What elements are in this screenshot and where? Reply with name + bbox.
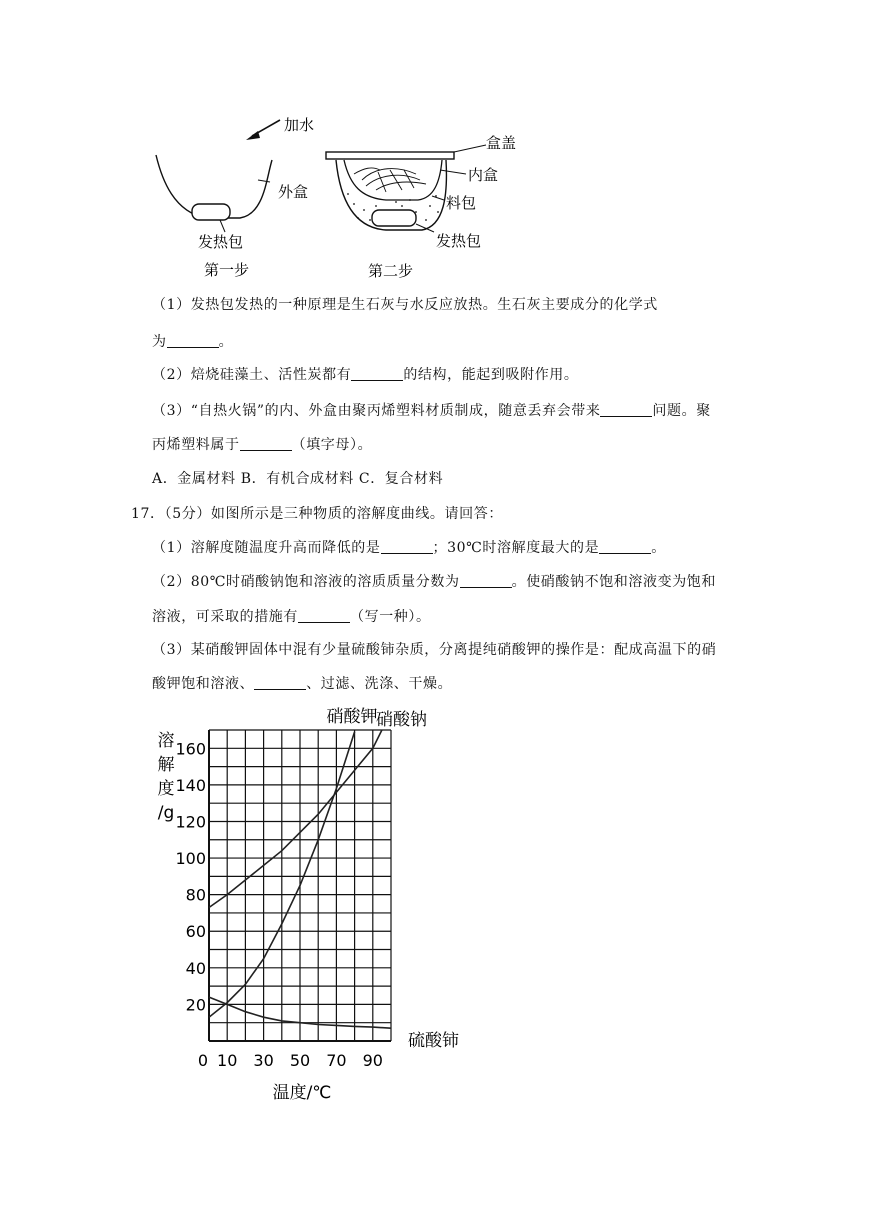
y-axis-ticks (175, 739, 206, 1014)
y-axis-label-char: 解 (157, 755, 175, 775)
y-axis-label-char: 溶 (157, 731, 175, 751)
y-tick-label: 60 (185, 922, 206, 942)
q17-part2-line2: 溶液，可采取的措施有 （写一种）。 (152, 609, 431, 625)
add-water-label: 加水 (284, 116, 315, 134)
answer-blank[interactable] (600, 402, 652, 417)
q16-part3-line1: （3）“自热火锅”的内、外盒由聚丙烯塑料材质制成，随意丢弃会带来 问题。聚 (152, 403, 711, 419)
y-axis-label-char: 度 (157, 779, 175, 799)
add-water-arrow (246, 120, 280, 140)
q16-part1-line2: 为 。 (152, 334, 234, 350)
answer-blank[interactable] (599, 539, 651, 554)
y-tick-label: 160 (175, 739, 206, 759)
sodium-nitrate-curve (209, 730, 382, 908)
answer-blank[interactable] (298, 608, 350, 623)
heat-pack-label-2: 发热包 (436, 232, 482, 250)
lid (326, 152, 454, 159)
x-tick-label: 30 (253, 1051, 274, 1070)
q17-part3-line1: （3）某硝酸钾固体中混有少量硫酸铈杂质，分离提纯硝酸钾的操作是：配成高温下的硝 (152, 642, 717, 658)
y-axis-label (158, 731, 175, 823)
solubility-chart (150, 700, 480, 1110)
heat-pack-label-1: 发热包 (198, 233, 244, 251)
lid-label: 盒盖 (486, 134, 517, 152)
step1-label: 第一步 (204, 261, 250, 279)
y-tick-label: 100 (175, 849, 206, 869)
cerium-sulfate-label: 硫酸铈 (408, 1031, 459, 1051)
y-tick-label: 80 (185, 885, 206, 905)
answer-blank[interactable] (381, 539, 433, 554)
answer-blank[interactable] (351, 366, 403, 381)
answer-blank[interactable] (460, 573, 512, 588)
inner-box (344, 160, 442, 200)
q17-part2-line1: （2）80℃时硝酸钠饱和溶液的溶质质量分数为 。使硝酸钠不饱和溶液变为饱和 (152, 574, 716, 590)
q16-part2: （2）焙烧硅藻土、活性炭都有 的结构，能起到吸附作用。 (152, 367, 579, 383)
y-axis-label-char: /g (157, 803, 175, 823)
y-tick-label: 20 (185, 995, 206, 1015)
q17-heading: 17．（5分）如图所示是三种物质的溶解度曲线。请回答： (131, 506, 503, 522)
x-tick-label: 10 (217, 1051, 238, 1070)
heat-pack-step2 (372, 210, 416, 226)
q16-part1-line1: （1）发热包发热的一种原理是生石灰与水反应放热。生石灰主要成分的化学式 (152, 297, 658, 313)
outer-box-label: 外盒 (278, 183, 309, 201)
q16-part3-line2: 丙烯塑料属于 （填字母）。 (152, 437, 373, 453)
y-tick-label: 40 (185, 958, 206, 978)
q16-options: A．金属材料 B．有机合成材料 C．复合材料 (152, 471, 444, 487)
x-tick-label: 0 (197, 1051, 208, 1070)
x-tick-label: 90 (362, 1051, 383, 1070)
ingredient-pack-label: 料包 (446, 194, 477, 212)
y-tick-label: 140 (175, 775, 206, 795)
hotpot-diagram (140, 100, 520, 285)
answer-blank[interactable] (240, 436, 292, 451)
x-axis-label: 温度/℃ (272, 1083, 332, 1103)
x-tick-label: 70 (326, 1051, 347, 1070)
y-tick-label: 120 (175, 812, 206, 832)
x-tick-label: 50 (289, 1051, 311, 1070)
heat-pack-step1 (192, 204, 230, 220)
step2-label: 第二步 (368, 262, 414, 280)
potassium-nitrate-label: 硝酸钾 (326, 707, 378, 727)
q17-part3-line2: 酸钾饱和溶液、 、过滤、洗涤、干燥。 (152, 676, 453, 692)
sodium-nitrate-label: 硝酸钠 (376, 710, 427, 730)
food-hatching (354, 168, 426, 192)
inner-box-label: 内盒 (468, 166, 499, 184)
q17-part1: （1）溶解度随温度升高而降低的是 ；30℃时溶解度最大的是 。 (152, 540, 666, 556)
x-axis-ticks (198, 1051, 383, 1070)
answer-blank[interactable] (167, 333, 219, 348)
answer-blank[interactable] (254, 675, 306, 690)
